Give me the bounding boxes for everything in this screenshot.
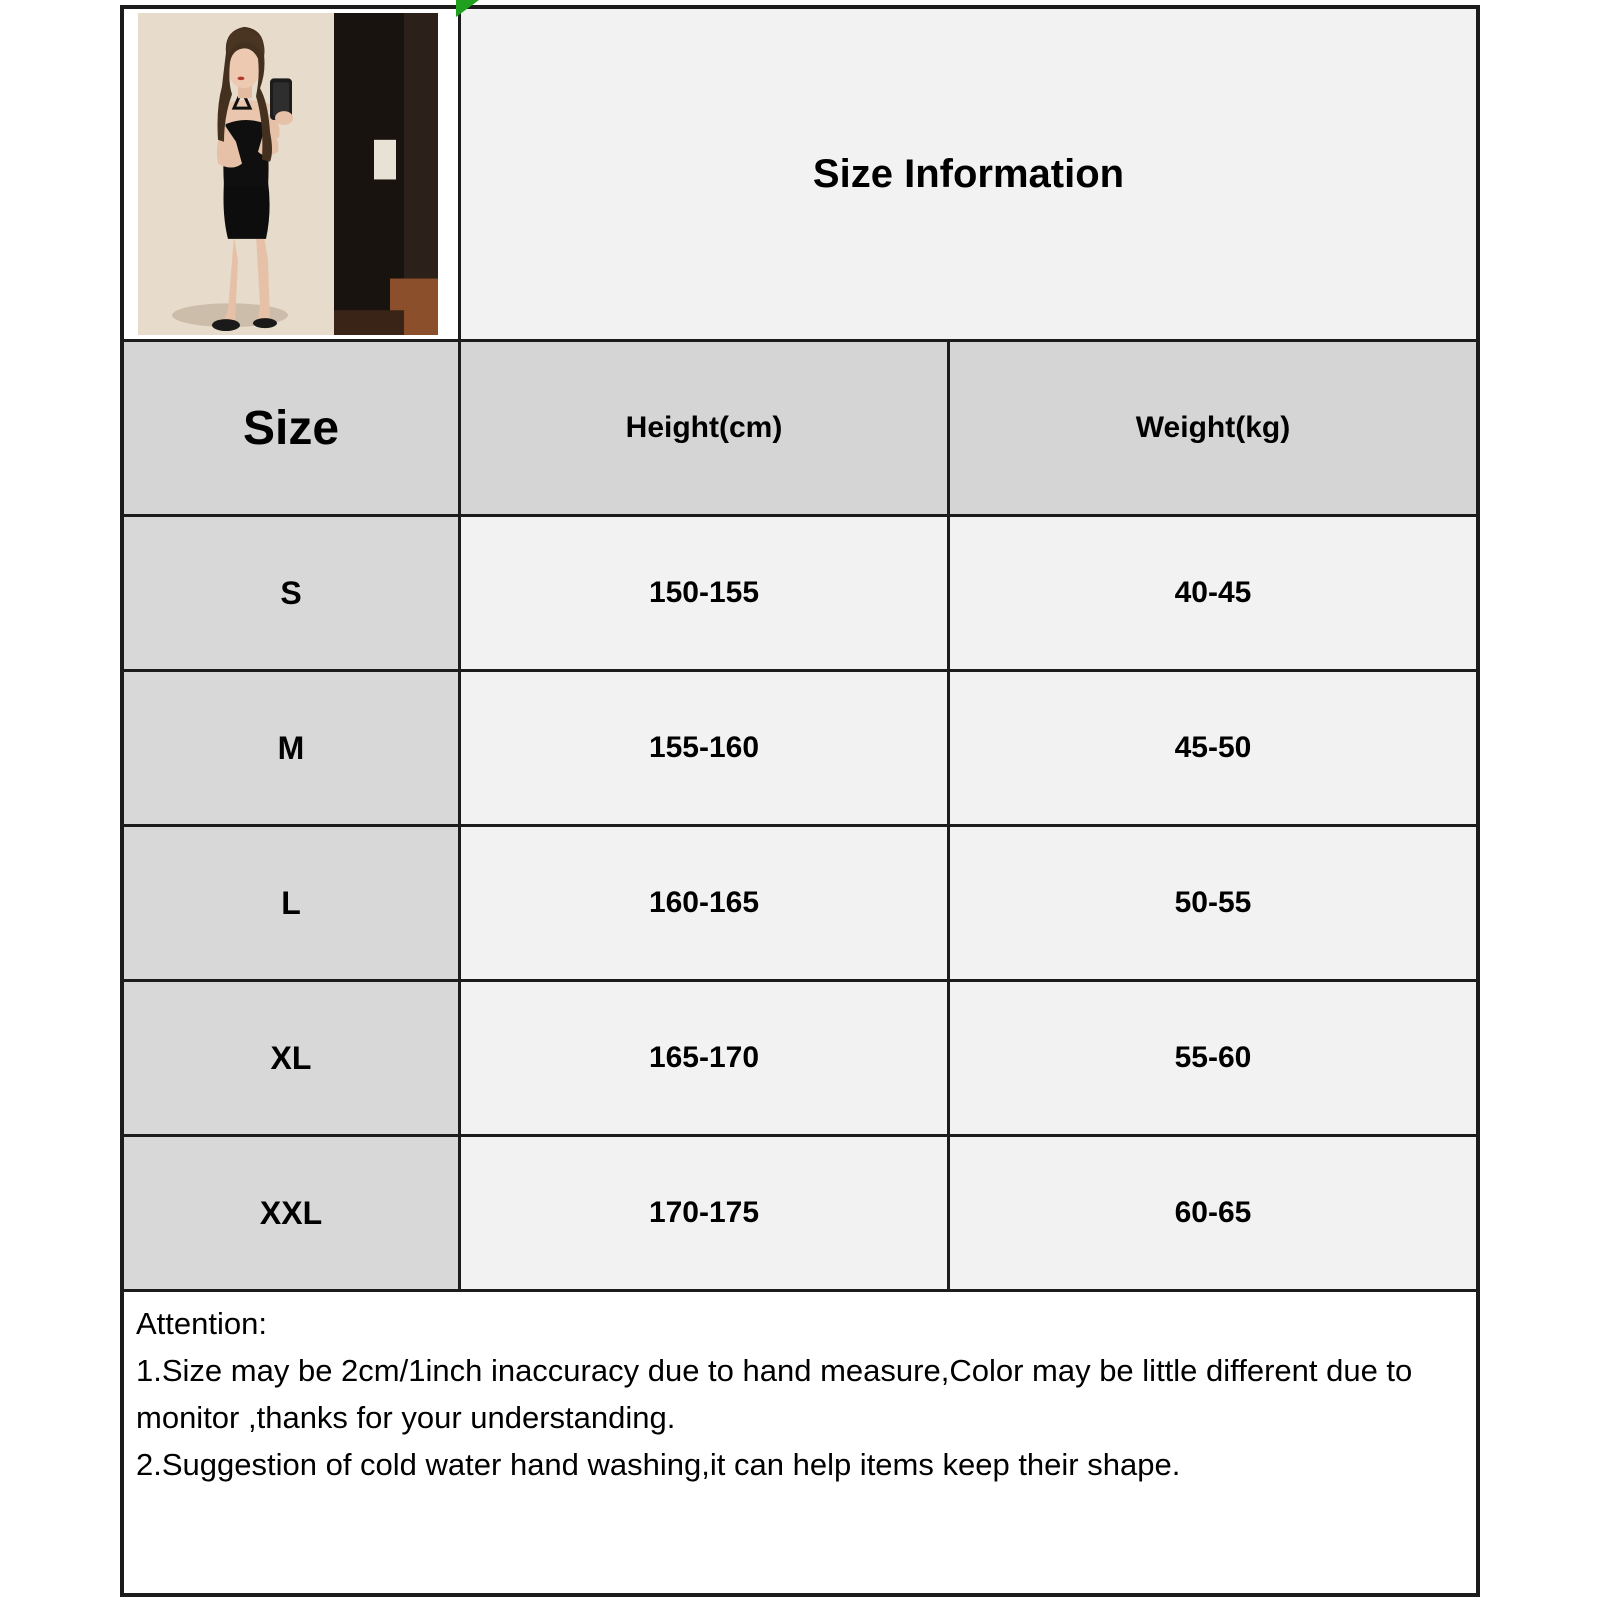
table-row-l-size: L xyxy=(124,827,458,979)
table-row-l-height: 160-165 xyxy=(461,827,947,979)
table-row-xxl-weight: 60-65 xyxy=(950,1137,1476,1289)
table-row-xxl-size: XXL xyxy=(124,1137,458,1289)
table-row-xl-weight: 55-60 xyxy=(950,982,1476,1134)
table-row-xl-height: 165-170 xyxy=(461,982,947,1134)
table-row-s-weight: 40-45 xyxy=(950,517,1476,669)
column-header-height: Height(cm) xyxy=(461,342,947,514)
attention-line-1: 1.Size may be 2cm/1inch inaccuracy due to hand measure,Color may be little different due to monitor ,thanks for your understanding. xyxy=(136,1353,1413,1436)
size-information-table xyxy=(120,5,1480,1597)
table-row-s-size: S xyxy=(124,517,458,669)
model-selfie-illustration xyxy=(138,13,438,335)
attention-heading: Attention: xyxy=(136,1306,267,1341)
column-header-size: Size xyxy=(124,342,458,514)
table-row-xl-size: XL xyxy=(124,982,458,1134)
table-row-xxl-height: 170-175 xyxy=(461,1137,947,1289)
attention-note xyxy=(124,1292,1476,1593)
attention-line-2: 2.Suggestion of cold water hand washing,it can help items keep their shape. xyxy=(136,1447,1181,1483)
product-photo xyxy=(124,9,458,339)
size-information-title: Size Information xyxy=(461,9,1476,339)
table-row-m-weight: 45-50 xyxy=(950,672,1476,824)
column-header-weight: Weight(kg) xyxy=(950,342,1476,514)
table-row-m-size: M xyxy=(124,672,458,824)
green-corner-flag-icon xyxy=(456,0,479,17)
table-row-l-weight: 50-55 xyxy=(950,827,1476,979)
table-row-s-height: 150-155 xyxy=(461,517,947,669)
table-row-m-height: 155-160 xyxy=(461,672,947,824)
